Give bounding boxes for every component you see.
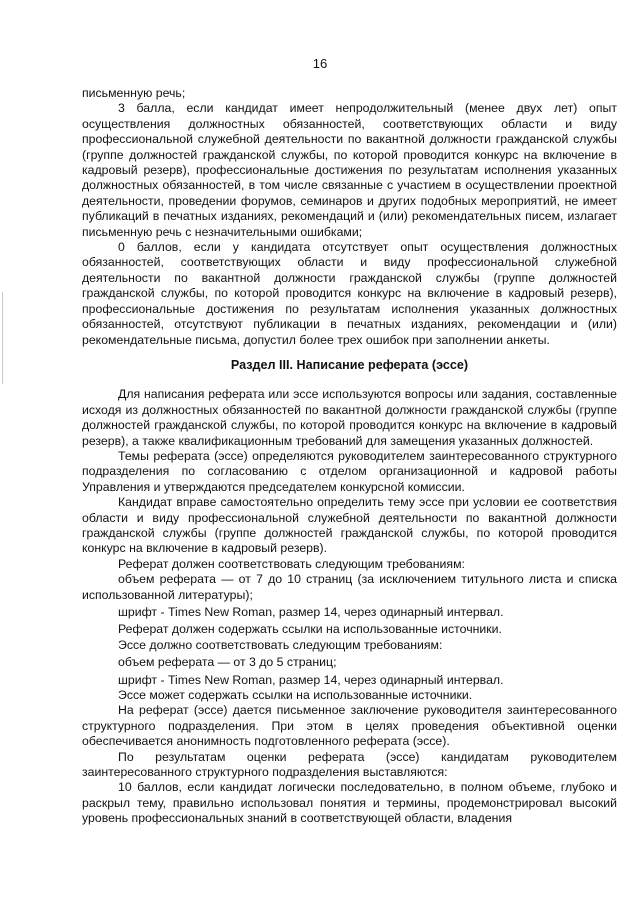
paragraph-essay-questions: Для написания реферата или эссе используются вопросы или задания, составленные исходя из должностных обязанностей по вакантной должности гражданской службы (группе должностей гражданской службы, по которой проводится конкурс на включение в кадровый резерв), а также квалификационным требований для замещения указанных должностей. [82,387,617,448]
paragraph-essay-requirements: Эссе должно соответствовать следующим требованиям: [118,637,443,652]
page-number: 16 [312,56,328,71]
paragraph-essay-topics: Темы реферата (эссе) определяются руководителем заинтересованного структурного подразделения по согласованию с отделом организационной и кадровой работы Управления и утверждаются председателем конкурсной комиссии. [82,448,617,494]
paragraph-essay-references: Эссе может содержать ссылки на использованные источники. [118,688,473,703]
paragraph-zero-points: 0 баллов, если у кандидата отсутствует опыт осуществления должностных обязанностей, соответствующих области и виду профессиональной служебной деятельности по вакантной должности гражданской службы (группе должностей гражданской службы, по которой проводится конкурс на включение в кадровый резерв), профессиональные достижения по результатам исполнения указанных должностных обязанностей, отсутствуют публикации в печатных изданиях, рекомендации и (или) рекомендательные письма, допустил более трех ошибок при заполнении анкеты. [82,240,617,347]
section-heading: Раздел III. Написание реферата (эссе) [230,357,469,372]
scan-margin-mark [2,292,3,384]
paragraph-three-points: 3 балла, если кандидат имеет непродолжительный (менее двух лет) опыт осуществления должностных обязанностей, соответствующих области и виду профессиональной служебной деятельности по вакантной должности гражданской службы (группе должностей гражданской службы, по которой проводится конкурс на включение в кадровый резерв), профессиональные достижения по результатам исполнения указанных должностных обязанностей, в том числе связанные с участием в осуществлении проектной деятельности, проведении форумов, семинаров и других подобных мероприятий, не имеет публикаций в печатных изданиях, рекомендаций и (или) рекомендательных писем, излагает письменную речь с незначительными ошибками; [82,101,617,239]
paragraph-report-font: шрифт - Times New Roman, размер 14, через одинарный интервал. [118,605,504,619]
paragraph-candidate-topic: Кандидат вправе самостоятельно определить тему эссе при условии ее соответствия области и виду профессиональной служебной деятельности по вакантной должности гражданской службы (группе должностей гражданской службы, по которой проводится конкурс на включение в кадровый резерв). [82,495,617,556]
paragraph-essay-font: шрифт - Times New Roman, размер 14, через одинарный интервал. [118,672,504,687]
paragraph-essay-volume: объем реферата — от 3 до 5 страниц; [118,655,337,670]
paragraph-report-volume: объем реферата — от 7 до 10 страниц (за исключением титульного листа и списка использованной литературы); [82,572,617,602]
paragraph-written-conclusion: На реферат (эссе) дается письменное заключение руководителя заинтересованного структурного подразделения. При этом в целях проведения объективной оценки обеспечивается анонимность подготовленного реферата (эссе). [82,703,617,749]
paragraph-report-references: Реферат должен содержать ссылки на использованные источники. [118,622,502,637]
paragraph-evaluation-results: По результатам оценки реферата (эссе) кандидатам руководителем заинтересованного структурного подразделения выставляются: [82,749,617,780]
paragraph-report-requirements: Реферат должен соответствовать следующим требованиям: [118,556,465,571]
paragraph-continuation: письменную речь; [82,86,186,100]
paragraph-ten-points: 10 баллов, если кандидат логически последовательно, в полном объеме, глубоко и раскрыл тему, правильно использовал понятия и термины, продемонстрировал высокий уровень профессиональных знаний в соответствующей области, владения [82,780,617,826]
document-body [82,86,617,827]
